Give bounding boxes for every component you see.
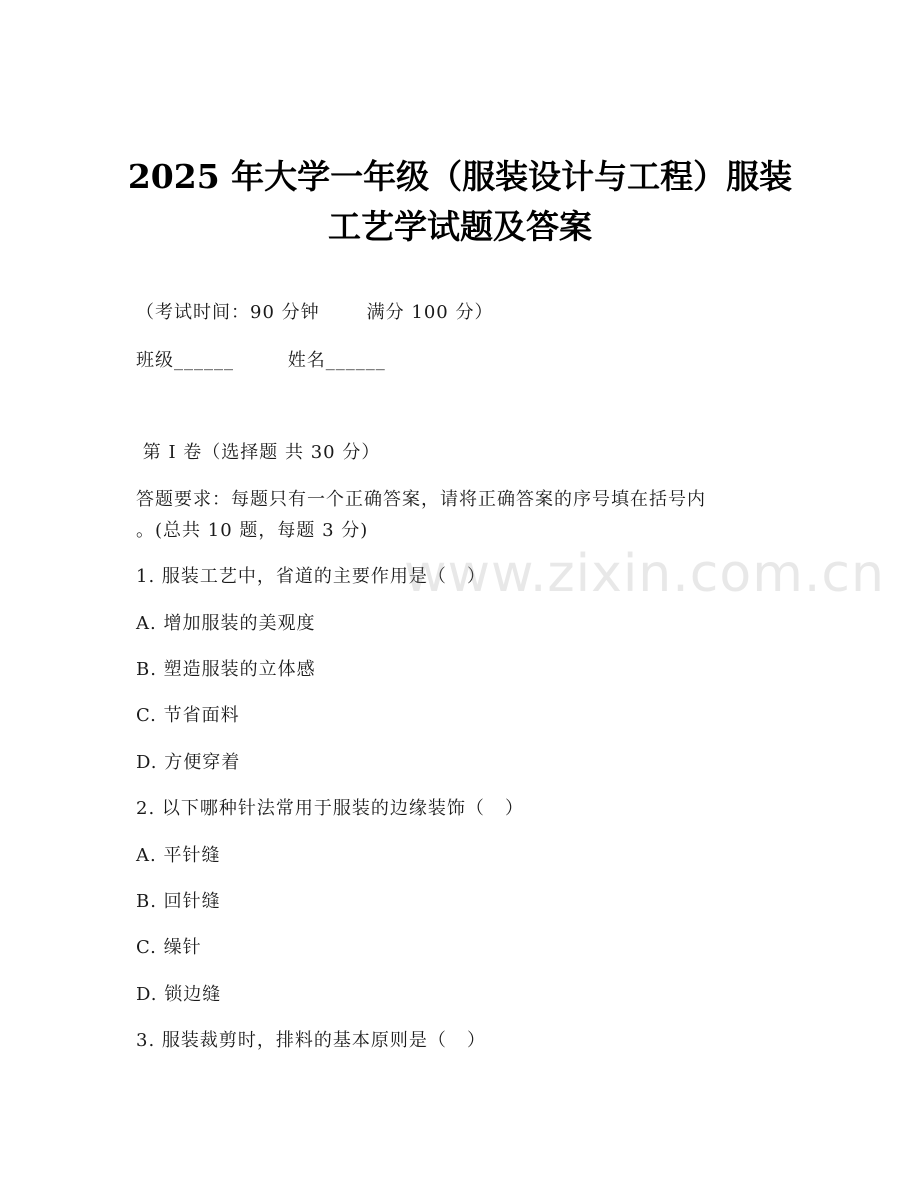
question-3-stem: 3. 服装裁剪时，排料的基本原则是（ ） bbox=[136, 1030, 487, 1051]
document-title-line-2: 工艺学试题及答案 bbox=[328, 207, 592, 246]
exam-info: （考试时间：90 分钟 满分 100 分） bbox=[136, 302, 494, 323]
question-1-option-a: A. 增加服装的美观度 bbox=[136, 613, 316, 634]
document-title-line-1: 2025 年大学一年级（服装设计与工程）服装 bbox=[127, 157, 793, 196]
question-2-option-a: A. 平针缝 bbox=[136, 845, 221, 866]
instructions-line-2: 。(总共 10 题，每题 3 分) bbox=[136, 520, 369, 541]
question-1-option-c: C. 节省面料 bbox=[136, 705, 240, 726]
watermark-text: www.zixin.com.cn bbox=[404, 544, 885, 604]
instructions-line-1: 答题要求：每题只有一个正确答案，请将正确答案的序号填在括号内 bbox=[136, 489, 706, 510]
question-1-option-b: B. 塑造服装的立体感 bbox=[136, 659, 316, 680]
section-header: 第 Ⅰ 卷（选择题 共 30 分） bbox=[136, 442, 381, 463]
student-fields: 班级______ 姓名______ bbox=[136, 350, 386, 371]
question-2-option-b: B. 回针缝 bbox=[136, 891, 221, 912]
question-2-stem: 2. 以下哪种针法常用于服装的边缘装饰（ ） bbox=[136, 798, 525, 819]
question-2-option-d: D. 锁边缝 bbox=[136, 984, 222, 1005]
question-1-option-d: D. 方便穿着 bbox=[136, 752, 241, 773]
question-2-option-c: C. 缲针 bbox=[136, 937, 202, 958]
question-1-stem: 1. 服装工艺中，省道的主要作用是（ ） bbox=[136, 566, 487, 587]
